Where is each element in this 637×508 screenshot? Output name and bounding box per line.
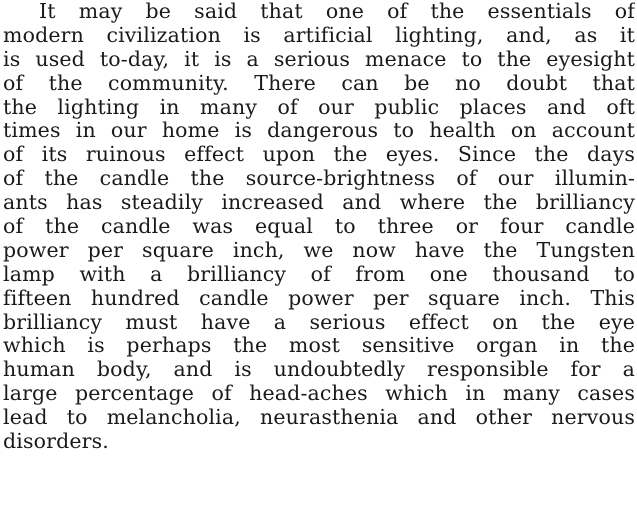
text-line: brilliancy must have a serious effect on the eye bbox=[3, 309, 635, 334]
text-line: the lighting in many of our public places and oft bbox=[3, 94, 635, 119]
text-line: large percentage of head-aches which in many cases bbox=[3, 381, 635, 406]
text-line: lead to melancholia, neurasthenia and other nervous bbox=[3, 405, 635, 430]
text-line: of the candle was equal to three or four candle bbox=[3, 214, 635, 239]
text-line: of the community. There can be no doubt that bbox=[3, 70, 635, 95]
text-line: human body, and is undoubtedly responsible for a bbox=[3, 357, 635, 382]
text-line: It may be said that one of the essentials of bbox=[39, 0, 635, 23]
text-line: modern civilization is artificial lighting, and, as it bbox=[3, 22, 635, 47]
text-line: of its ruinous effect upon the eyes. Since the days bbox=[3, 142, 635, 167]
text-line: disorders. bbox=[3, 429, 109, 454]
text-line: times in our home is dangerous to health on account bbox=[3, 118, 635, 143]
text-line: which is perhaps the most sensitive organ in the bbox=[3, 333, 635, 358]
text-line: is used to-day, it is a serious menace to the eyesight bbox=[3, 46, 635, 71]
text-line: lamp with a brilliancy of from one thousand to bbox=[3, 261, 635, 286]
text-line: ants has steadily increased and where the brilliancy bbox=[3, 190, 635, 215]
text-line: fifteen hundred candle power per square inch. This bbox=[3, 285, 635, 310]
document-page bbox=[3, 0, 635, 508]
text-line: power per square inch, we now have the Tungsten bbox=[3, 237, 635, 262]
text-line: of the candle the source-brightness of our illumin- bbox=[3, 166, 635, 191]
